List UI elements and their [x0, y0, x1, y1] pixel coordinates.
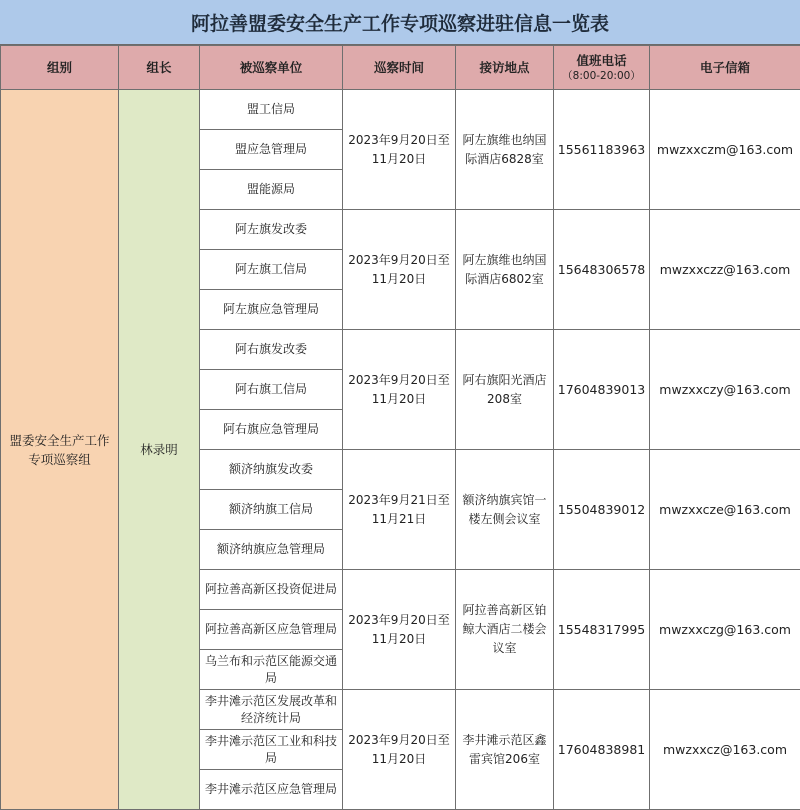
header-phone-label: 值班电话 — [576, 53, 626, 68]
header-unit: 被巡察单位 — [200, 46, 343, 90]
unit-cell: 盟工信局 — [200, 90, 343, 130]
unit-cell: 盟应急管理局 — [200, 130, 343, 170]
email-cell[interactable]: mwzxxczg@163.com — [650, 570, 800, 690]
unit-cell: 阿左旗应急管理局 — [200, 290, 343, 330]
unit-cell: 阿拉善高新区应急管理局 — [200, 610, 343, 650]
leader-name-cell: 林录明 — [119, 90, 200, 810]
time-cell: 2023年9月20日至11月20日 — [343, 570, 456, 690]
unit-cell: 乌兰布和示范区能源交通局 — [200, 650, 343, 690]
phone-cell[interactable]: 15648306578 — [554, 210, 650, 330]
header-group: 组别 — [1, 46, 119, 90]
unit-cell: 阿右旗应急管理局 — [200, 410, 343, 450]
phone-cell[interactable]: 15561183963 — [554, 90, 650, 210]
email-cell[interactable]: mwzxxcz@163.com — [650, 690, 800, 810]
time-cell: 2023年9月20日至11月20日 — [343, 690, 456, 810]
unit-cell: 额济纳旗应急管理局 — [200, 530, 343, 570]
unit-cell: 李井滩示范区发展改革和经济统计局 — [200, 690, 343, 730]
email-cell[interactable]: mwzxxczy@163.com — [650, 330, 800, 450]
header-email: 电子信箱 — [650, 46, 800, 90]
header-leader: 组长 — [119, 46, 200, 90]
unit-cell: 阿右旗工信局 — [200, 370, 343, 410]
phone-cell[interactable]: 17604839013 — [554, 330, 650, 450]
unit-cell: 阿拉善高新区投资促进局 — [200, 570, 343, 610]
place-cell: 阿右旗阳光酒店208室 — [456, 330, 554, 450]
place-cell: 阿左旗维也纳国际酒店6802室 — [456, 210, 554, 330]
header-place: 接访地点 — [456, 46, 554, 90]
unit-cell: 额济纳旗发改委 — [200, 450, 343, 490]
unit-cell: 阿右旗发改委 — [200, 330, 343, 370]
time-cell: 2023年9月21日至11月21日 — [343, 450, 456, 570]
email-cell[interactable]: mwzxxczm@163.com — [650, 90, 800, 210]
place-cell: 阿左旗维也纳国际酒店6828室 — [456, 90, 554, 210]
place-cell: 李井滩示范区鑫雷宾馆206室 — [456, 690, 554, 810]
phone-cell[interactable]: 15548317995 — [554, 570, 650, 690]
email-cell[interactable]: mwzxxcze@163.com — [650, 450, 800, 570]
phone-cell[interactable]: 17604838981 — [554, 690, 650, 810]
group-name-cell: 盟委安全生产工作专项巡察组 — [1, 90, 119, 810]
place-cell: 阿拉善高新区铂鲸大酒店二楼会议室 — [456, 570, 554, 690]
header-phone-hours: （8:00-20:00） — [557, 69, 646, 83]
time-cell: 2023年9月20日至11月20日 — [343, 90, 456, 210]
unit-cell: 阿左旗发改委 — [200, 210, 343, 250]
unit-cell: 李井滩示范区工业和科技局 — [200, 730, 343, 770]
unit-cell: 盟能源局 — [200, 170, 343, 210]
time-cell: 2023年9月20日至11月20日 — [343, 210, 456, 330]
phone-cell[interactable]: 15504839012 — [554, 450, 650, 570]
time-cell: 2023年9月20日至11月20日 — [343, 330, 456, 450]
inspection-table — [0, 45, 800, 810]
header-phone — [554, 46, 650, 90]
table-row — [1, 90, 800, 130]
header-time: 巡察时间 — [343, 46, 456, 90]
header-row — [1, 46, 800, 90]
email-cell[interactable]: mwzxxczz@163.com — [650, 210, 800, 330]
unit-cell: 李井滩示范区应急管理局 — [200, 770, 343, 810]
unit-cell: 额济纳旗工信局 — [200, 490, 343, 530]
page-title: 阿拉善盟委安全生产工作专项巡察进驻信息一览表 — [0, 0, 800, 45]
unit-cell: 阿左旗工信局 — [200, 250, 343, 290]
place-cell: 额济纳旗宾馆一楼左侧会议室 — [456, 450, 554, 570]
